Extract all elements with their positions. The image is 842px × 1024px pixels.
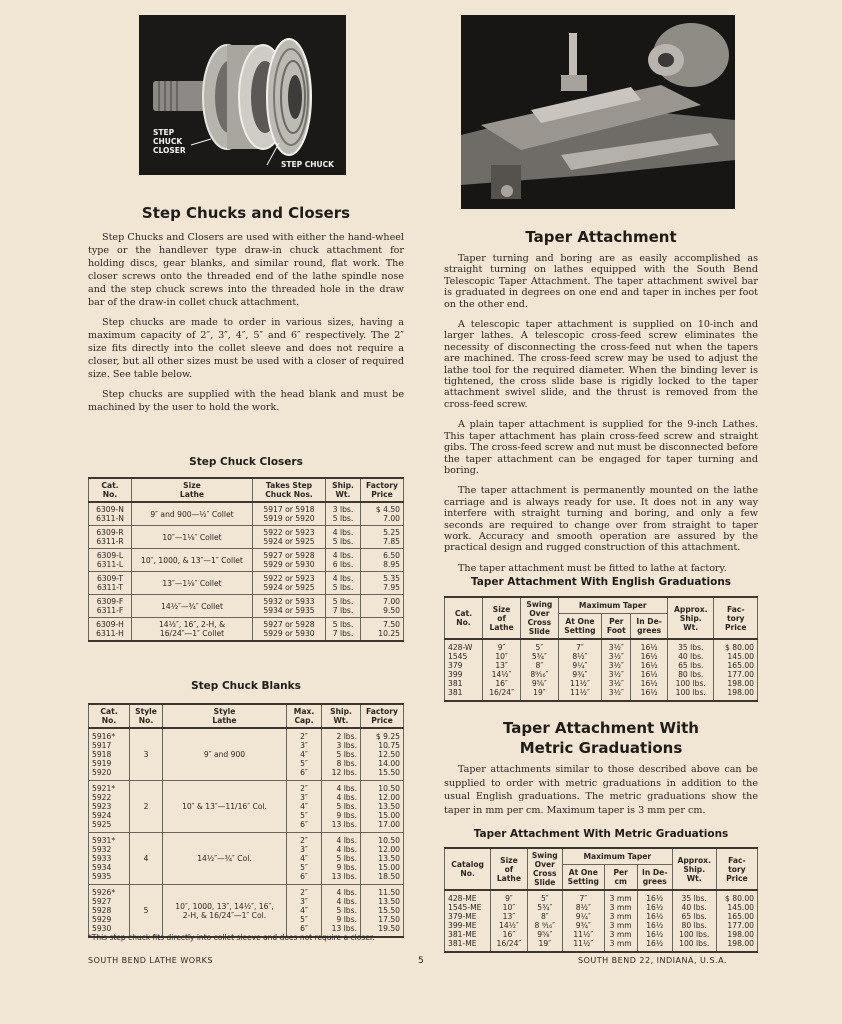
- table-cell: 6.50 8.95: [361, 549, 404, 572]
- step-chuck-closers-title: Step Chuck Closers: [189, 456, 303, 468]
- taper-paragraph: The taper attachment is permanently mounted on the lathe carriage and is always ready for use. It does not in any way interfere with straight turning and boring, and only a few seconds are required to change over from straight to taper work. Accuracy and smooth operation are assured by the practical design and rugged construction of this attachment.: [444, 485, 758, 554]
- metric-paragraph: Taper attachments similar to those described above can be supplied to order with metric graduations in addition to the usual English graduations. The metric graduations show the taper in mm per cm. Maximum taper is 3 mm per cm.: [444, 764, 758, 816]
- table-cell: 16½ 16½ 16½ 16½ 16½ 16½: [631, 639, 668, 701]
- table-cell: 14½″—¾″ Col.: [163, 833, 287, 885]
- metric-table-title: Taper Attachment With Metric Graduations: [473, 828, 729, 840]
- table-row: [89, 502, 404, 526]
- table-cell: 10″, 1000, 13″, 14½″, 16″, 2-H, & 16/24″—1″ Col.: [163, 885, 287, 938]
- metric-table-wrap: [444, 847, 758, 953]
- table-header: Swing Over Cross Slide: [521, 597, 558, 639]
- table-row: [89, 618, 404, 642]
- page-number: 5: [418, 956, 425, 966]
- step-chuck-blanks-title: Step Chuck Blanks: [191, 680, 301, 692]
- table-header: Fac- tory Price: [714, 597, 758, 639]
- table-cell: 7.50 10.25: [361, 618, 404, 642]
- table-cell: 5 lbs. 7 lbs.: [326, 595, 361, 618]
- step-chucks-paragraph: Step chucks are supplied with the head blank and must be machined by the user to hold the work.: [88, 389, 404, 413]
- step-chucks-paragraph: Step Chucks and Closers are used with either the hand-wheel type or the handlever type draw-in chuck attachment for holding discs, gear blanks, and similar round, flat work. The closer screws onto the threaded end of the lathe spindle nose and the step chuck screws into the threaded hole in the draw bar of the draw-in collet chuck attachment.: [88, 232, 404, 308]
- table-cell: 2″ 3″ 4″ 5″ 6″: [287, 885, 322, 938]
- table-cell: 5.25 7.85: [361, 526, 404, 549]
- table-cell: 4: [130, 833, 163, 885]
- table-row: [445, 890, 758, 952]
- table-cell: 4 lbs. 4 lbs. 5 lbs. 9 lbs. 13 lbs.: [322, 885, 361, 938]
- table-cell: 6309-H 6311-H: [89, 618, 132, 642]
- table-cell: 7.00 9.50: [361, 595, 404, 618]
- table-cell: 2″ 3″ 4″ 5″ 6″: [287, 833, 322, 885]
- table-cell: 5927 or 5928 5929 or 5930: [253, 618, 326, 642]
- table-cell: 2″ 3″ 4″ 5″ 6″: [287, 781, 322, 833]
- table-header: Approx. Ship. Wt.: [668, 597, 714, 639]
- table-row: [89, 781, 404, 833]
- table-cell: 9″ 10″ 13″ 14½″ 16″ 16/24″: [491, 890, 527, 952]
- table-header: Cat. No.: [89, 704, 130, 728]
- table-cell: 2 lbs. 3 lbs. 5 lbs. 8 lbs. 12 lbs.: [322, 728, 361, 781]
- table-cell: 5917 or 5918 5919 or 5920: [253, 502, 326, 526]
- table-cell: 5.35 7.95: [361, 572, 404, 595]
- step-chuck-blanks-table-wrap: [88, 703, 404, 938]
- table-header: At One Setting: [558, 613, 602, 639]
- english-table-wrap: [444, 596, 758, 702]
- table-header: Size of Lathe: [482, 597, 520, 639]
- table-header: Maximum Taper: [562, 848, 672, 864]
- table-cell: 5931* 5932 5933 5934 5935: [89, 833, 130, 885]
- table-row: [89, 549, 404, 572]
- table-row: [89, 572, 404, 595]
- table-cell: 11.50 13.50 15.50 17.50 19.50: [361, 885, 404, 938]
- table-cell: 5927 or 5928 5929 or 5930: [253, 549, 326, 572]
- metric-title: Taper Attachment With Metric Graduations: [502, 719, 699, 757]
- table-cell: 6309-R 6311-R: [89, 526, 132, 549]
- table-header: Ship. Wt.: [326, 478, 361, 502]
- table-cell: 4 lbs. 6 lbs.: [326, 549, 361, 572]
- table-row: [89, 885, 404, 938]
- taper-attachment-photo: [461, 15, 735, 209]
- footer-address: SOUTH BEND 22, INDIANA, U.S.A.: [578, 956, 727, 965]
- table-cell: 13″—1⅛″ Collet: [132, 572, 253, 595]
- table-cell: 5921* 5922 5923 5924 5925: [89, 781, 130, 833]
- taper-attachment-text: [444, 253, 758, 581]
- table-row: [89, 526, 404, 549]
- step-chuck-blanks-table: [88, 703, 404, 938]
- table-cell: 5″ 5¾″ 8″ 8⁹⁄₁₆″ 9⅝″ 19″: [521, 639, 558, 701]
- table-cell: 6309-L 6311-L: [89, 549, 132, 572]
- table-cell: $ 9.25 10.75 12.50 14.00 15.50: [361, 728, 404, 781]
- table-cell: 9″ and 900: [163, 728, 287, 781]
- table-cell: 5932 or 5933 5934 or 5935: [253, 595, 326, 618]
- table-header: Takes Step Chuck Nos.: [253, 478, 326, 502]
- table-cell: $ 80.00 145.00 165.00 177.00 198.00 198.00: [714, 639, 758, 701]
- table-cell: 6309-N 6311-N: [89, 502, 132, 526]
- english-table-title: Taper Attachment With English Graduations: [470, 576, 732, 588]
- metric-text: [444, 763, 758, 824]
- table-header: Size of Lathe: [491, 848, 527, 890]
- table-cell: 3 lbs. 5 lbs.: [326, 502, 361, 526]
- table-header: At One Setting: [562, 864, 604, 890]
- table-cell: 14½″, 16″, 2-H, & 16/24″—1″ Collet: [132, 618, 253, 642]
- table-header: Maximum Taper: [558, 597, 668, 613]
- table-row: [89, 833, 404, 885]
- taper-paragraph: A telescopic taper attachment is supplied on 10-inch and larger lathes. A telescopic cross-feed screw eliminates the necessity of disconnecting the cross-feed nut when the tapers are machined. The cross-feed screw may be used to adjust the lathe tool for the required diameter. When the binding lever is tightened, the cross slide base is rigidly locked to the taper attachment swivel slide, and the thrust is removed from the cross-feed screw.: [444, 319, 758, 410]
- table-header: Per Foot: [602, 613, 631, 639]
- step-chucks-title: Step Chucks and Closers: [141, 204, 351, 222]
- table-cell: 3 mm 3 mm 3 mm 3 mm 3 mm 3 mm: [604, 890, 637, 952]
- table-cell: 5: [130, 885, 163, 938]
- table-cell: 6309-T 6311-T: [89, 572, 132, 595]
- table-cell: 9″ 10″ 13″ 14½″ 16″ 16/24″: [482, 639, 520, 701]
- table-header: Cat. No.: [89, 478, 132, 502]
- table-cell: 428-W 1545 379 399 381 381: [445, 639, 483, 701]
- table-cell: 4 lbs. 5 lbs.: [326, 572, 361, 595]
- table-header: Factory Price: [361, 478, 404, 502]
- table-cell: 5926* 5927 5928 5929 5930: [89, 885, 130, 938]
- taper-paragraph: The taper attachment must be fitted to lathe at factory.: [458, 562, 727, 574]
- table-cell: 5 lbs. 7 lbs.: [326, 618, 361, 642]
- table-header: Size Lathe: [132, 478, 253, 502]
- table-header: Approx. Ship. Wt.: [672, 848, 716, 890]
- taper-paragraph: Taper turning and boring are as easily accomplished as straight turning on lathes equipped with the South Bend Telescopic Taper Attachment. The taper attachment swivel bar is graduated in degrees on one end and taper in inches per foot on the other end.: [444, 253, 758, 310]
- table-cell: 4 lbs. 5 lbs.: [326, 526, 361, 549]
- step-chuck-closers-table-wrap: [88, 477, 404, 642]
- taper-paragraph: A plain taper attachment is supplied for the 9-inch Lathes. This taper attachment has plain cross-feed screw and straight gibs. The cross-feed screw and nut must be disconnected before the taper attachment can be engaged for taper turning and boring.: [444, 419, 758, 476]
- table-cell: 6309-F 6311-F: [89, 595, 132, 618]
- step-chucks-text: [88, 231, 404, 421]
- table-cell: 5922 or 5923 5924 or 5925: [253, 526, 326, 549]
- table-cell: 428-ME 1545-ME 379-ME 399-ME 381-ME 381-ME: [445, 890, 491, 952]
- table-cell: 5916* 5917 5918 5919 5920: [89, 728, 130, 781]
- table-cell: 5″ 5¾″ 8″ 8 ⁹⁄₁₆″ 9⅝″ 19″: [527, 890, 562, 952]
- table-cell: 4 lbs. 4 lbs. 5 lbs. 9 lbs. 13 lbs.: [322, 781, 361, 833]
- table-cell: 7″ 8½″ 9¼″ 9¾″ 11½″ 11½″: [558, 639, 602, 701]
- table-header: Style Lathe: [163, 704, 287, 728]
- english-graduations-table: [444, 596, 758, 702]
- table-cell: 4 lbs. 4 lbs. 5 lbs. 9 lbs. 13 lbs.: [322, 833, 361, 885]
- table-cell: 35 lbs. 40 lbs. 65 lbs. 80 lbs. 100 lbs. 100 lbs.: [672, 890, 716, 952]
- table-header: In De- grees: [637, 864, 672, 890]
- table-cell: 3½″ 3½″ 3½″ 3½″ 3½″ 3½″: [602, 639, 631, 701]
- step-chucks-paragraph: Step chucks are made to order in various sizes, having a maximum capacity of 2″, 3″, 4″, 5″ and 6″ respectively. The 2″ size fits directly into the collet sleeve and does not require a closer, but all other sizes must be used with a closer of required size. See table below.: [88, 317, 404, 380]
- table-cell: 2: [130, 781, 163, 833]
- table-row: [89, 728, 404, 781]
- step-chuck-footnote: *This step chuck fits directly into collet sleeve and does not require a closer.: [88, 933, 375, 942]
- table-cell: 2″ 3″ 4″ 5″ 6″: [287, 728, 322, 781]
- table-header: In De- grees: [631, 613, 668, 639]
- footer-company: SOUTH BEND LATHE WORKS: [88, 956, 213, 965]
- table-header: Swing Over Cross Slide: [527, 848, 562, 890]
- table-header: Ship. Wt.: [322, 704, 361, 728]
- table-cell: $ 4.50 7.00: [361, 502, 404, 526]
- taper-attachment-illustration: [461, 15, 735, 209]
- table-cell: 5922 or 5923 5924 or 5925: [253, 572, 326, 595]
- table-cell: 10.50 12.00 13.50 15.00 18.50: [361, 833, 404, 885]
- table-header: Catalog No.: [445, 848, 491, 890]
- table-header: Max. Cap.: [287, 704, 322, 728]
- metric-graduations-table: [444, 847, 758, 953]
- table-header: Fac- tory Price: [716, 848, 757, 890]
- table-cell: 16½ 16½ 16½ 16½ 16½ 16½: [637, 890, 672, 952]
- table-row: [89, 595, 404, 618]
- table-header: Style No.: [130, 704, 163, 728]
- step-chuck-closers-table: [88, 477, 404, 642]
- table-header: Factory Price: [361, 704, 404, 728]
- step-chuck-photo: [139, 15, 346, 175]
- table-cell: 9″ and 900—½″ Collet: [132, 502, 253, 526]
- table-cell: 35 lbs. 40 lbs. 65 lbs. 80 lbs. 100 lbs. 100 lbs.: [668, 639, 714, 701]
- table-cell: $ 80.00 145.00 165.00 177.00 198.00 198.00: [716, 890, 757, 952]
- taper-attachment-title: Taper Attachment: [525, 228, 677, 246]
- table-cell: 14½″—¾″ Collet: [132, 595, 253, 618]
- table-row: [445, 639, 758, 701]
- table-header: Cat. No.: [445, 597, 483, 639]
- table-cell: 10″—1⅛″ Collet: [132, 526, 253, 549]
- table-cell: 10″ & 13″—11/16″ Col.: [163, 781, 287, 833]
- table-cell: 10″, 1000, & 13″—1″ Collet: [132, 549, 253, 572]
- step-chuck-closer-label: STEP CHUCK CLOSER: [153, 128, 186, 155]
- table-cell: 7″ 8½″ 9¼″ 9¾″ 11½″ 11½″: [562, 890, 604, 952]
- step-chuck-label: STEP CHUCK: [281, 160, 334, 169]
- table-cell: 10.50 12.00 13.50 15.00 17.00: [361, 781, 404, 833]
- table-cell: 3: [130, 728, 163, 781]
- table-header: Per cm: [604, 864, 637, 890]
